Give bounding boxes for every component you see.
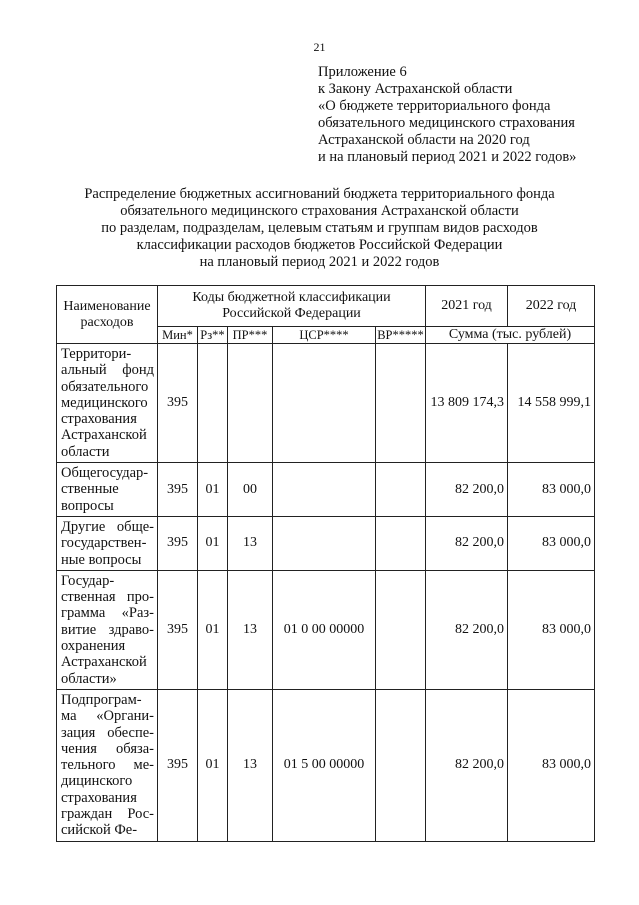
row-amount-2022: 14 558 999,1	[508, 344, 595, 463]
row-pr: 13	[228, 516, 273, 570]
row-vr	[376, 463, 426, 517]
row-amount-2021: 13 809 174,3	[426, 344, 508, 463]
appendix-line: обязательного медицинского страхования	[318, 115, 575, 131]
row-amount-2022: 83 000,0	[508, 516, 595, 570]
appendix-block	[318, 64, 576, 166]
table-row	[57, 344, 595, 463]
table-row	[57, 689, 595, 841]
row-min: 395	[158, 344, 198, 463]
row-pr	[228, 344, 273, 463]
header-name: Наименование расходов	[57, 286, 158, 344]
appendix-line: «О бюджете территориального фонда	[318, 98, 551, 114]
appendix-line: Приложение 6	[318, 64, 407, 80]
title-line: обязательного медицинского страхования Астраханской области	[120, 203, 519, 219]
row-min: 395	[158, 516, 198, 570]
title-line: Распределение бюджетных ассигнований бюджета территориального фонда	[84, 186, 555, 202]
row-rz	[198, 344, 228, 463]
title-line: по разделам, подразделам, целевым статьям и группам видов расходов	[101, 220, 538, 236]
document-title	[0, 186, 639, 271]
table-row	[57, 516, 595, 570]
budget-table	[56, 285, 595, 842]
header-vr: ВР*****	[377, 328, 424, 342]
title-line: на плановый период 2021 и 2022 годов	[199, 254, 440, 270]
header-year-2021: 2021 год	[426, 286, 508, 327]
row-amount-2021: 82 200,0	[426, 516, 508, 570]
row-csr: 01 0 00 00000	[273, 570, 376, 689]
row-min: 395	[158, 570, 198, 689]
title-line: классификации расходов бюджетов Российской Федерации	[136, 237, 503, 253]
row-amount-2021: 82 200,0	[426, 570, 508, 689]
row-name: Подпрограм-ма «Органи-зация обеспе-чения обяза-тельного ме-дицинского страхования граждан Рос-сийской Фе-	[57, 689, 158, 841]
table-row	[57, 463, 595, 517]
row-name: Территори-альный фонд обязательного медицинского страхования Астраханской области	[57, 344, 158, 463]
row-amount-2022: 83 000,0	[508, 570, 595, 689]
appendix-line: к Закону Астраханской области	[318, 81, 513, 97]
row-csr	[273, 516, 376, 570]
row-rz: 01	[198, 516, 228, 570]
page-number: 21	[313, 40, 326, 54]
header-pr: ПР***	[228, 327, 273, 344]
row-name: Государ-ственная про-грамма «Раз-витие здраво-охранения Астраханской области»	[57, 570, 158, 689]
appendix-line: Астраханской области на 2020 год	[318, 132, 530, 148]
row-csr: 01 5 00 00000	[273, 689, 376, 841]
row-amount-2021: 82 200,0	[426, 463, 508, 517]
row-vr	[376, 344, 426, 463]
row-rz: 01	[198, 463, 228, 517]
header-min: Мин*	[158, 327, 198, 344]
row-rz: 01	[198, 570, 228, 689]
header-codes: Коды бюджетной классификации Российской Федерации	[158, 286, 426, 327]
header-csr: ЦСР****	[273, 327, 376, 344]
row-amount-2022: 83 000,0	[508, 463, 595, 517]
row-vr	[376, 689, 426, 841]
row-rz: 01	[198, 689, 228, 841]
appendix-line: и на плановый период 2021 и 2022 годов»	[318, 149, 577, 165]
row-min: 395	[158, 689, 198, 841]
row-csr	[273, 463, 376, 517]
row-name: Другие обще-государствен-ные вопросы	[57, 516, 158, 570]
row-name: Общегосудар-ственные вопросы	[57, 463, 158, 517]
row-vr	[376, 516, 426, 570]
row-pr: 00	[228, 463, 273, 517]
row-min: 395	[158, 463, 198, 517]
row-pr: 13	[228, 689, 273, 841]
table-row	[57, 570, 595, 689]
header-rz: Рз**	[198, 327, 228, 344]
row-csr	[273, 344, 376, 463]
row-pr: 13	[228, 570, 273, 689]
row-vr	[376, 570, 426, 689]
header-year-2022: 2022 год	[508, 286, 595, 327]
row-amount-2021: 82 200,0	[426, 689, 508, 841]
row-amount-2022: 83 000,0	[508, 689, 595, 841]
header-sum: Сумма (тыс. рублей)	[426, 327, 595, 344]
